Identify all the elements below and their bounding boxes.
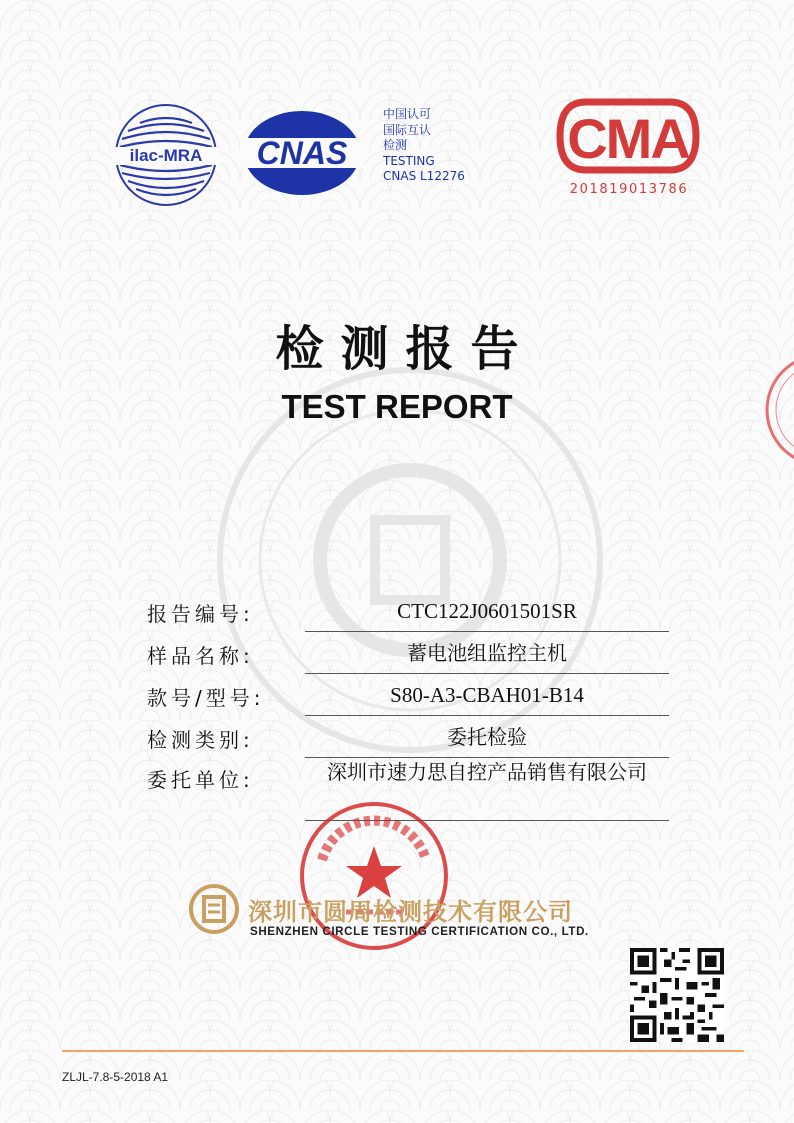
company-name-en: SHENZHEN CIRCLE TESTING CERTIFICATION CO., LTD.	[250, 925, 589, 938]
cnas-logo-text: CNAS	[256, 135, 348, 171]
info-label: 样品名称:	[147, 644, 254, 668]
info-label: 检测类别:	[147, 728, 254, 752]
title-chinese: 检测报告	[275, 321, 536, 377]
document-code: ZLJL-7.8-5-2018 A1	[62, 1070, 169, 1084]
cnas-line: TESTING	[383, 153, 435, 168]
ilac-mra-logo	[112, 103, 220, 207]
company-name-cn: 深圳市圆周检测技术有限公司	[248, 898, 573, 926]
info-label: 报告编号:	[147, 602, 254, 626]
underline	[305, 631, 669, 632]
info-label: 款号/型号:	[147, 686, 265, 710]
report-number-value: CTC122J0601501SR	[397, 599, 577, 623]
footer-divider	[62, 1050, 744, 1052]
cnas-logo	[240, 108, 364, 198]
cnas-line: 检测	[383, 138, 408, 153]
cnas-line: 中国认可	[383, 107, 432, 121]
cnas-line: CNAS L12276	[383, 169, 465, 184]
info-label: 委托单位:	[147, 768, 254, 792]
sample-name-value: 蓄电池组监控主机	[407, 641, 567, 665]
client-value: 深圳市速力思自控产品销售有限公司	[327, 760, 647, 784]
qr-code[interactable]	[630, 948, 724, 1042]
cma-logo-text: CMA	[567, 107, 689, 170]
cnas-accreditation-text	[383, 107, 493, 185]
underline	[305, 673, 669, 674]
cnas-line: 国际互认	[383, 122, 432, 137]
underline	[305, 715, 669, 716]
cma-logo	[556, 98, 700, 174]
model-value: S80-A3-CBAH01-B14	[390, 683, 584, 707]
ilac-logo-text: ilac-MRA	[129, 146, 203, 165]
cma-number: 201819013786	[569, 182, 689, 197]
company-logo-icon	[188, 883, 240, 935]
test-category-value: 委托检验	[447, 725, 527, 749]
title-english: TEST REPORT	[281, 388, 513, 425]
